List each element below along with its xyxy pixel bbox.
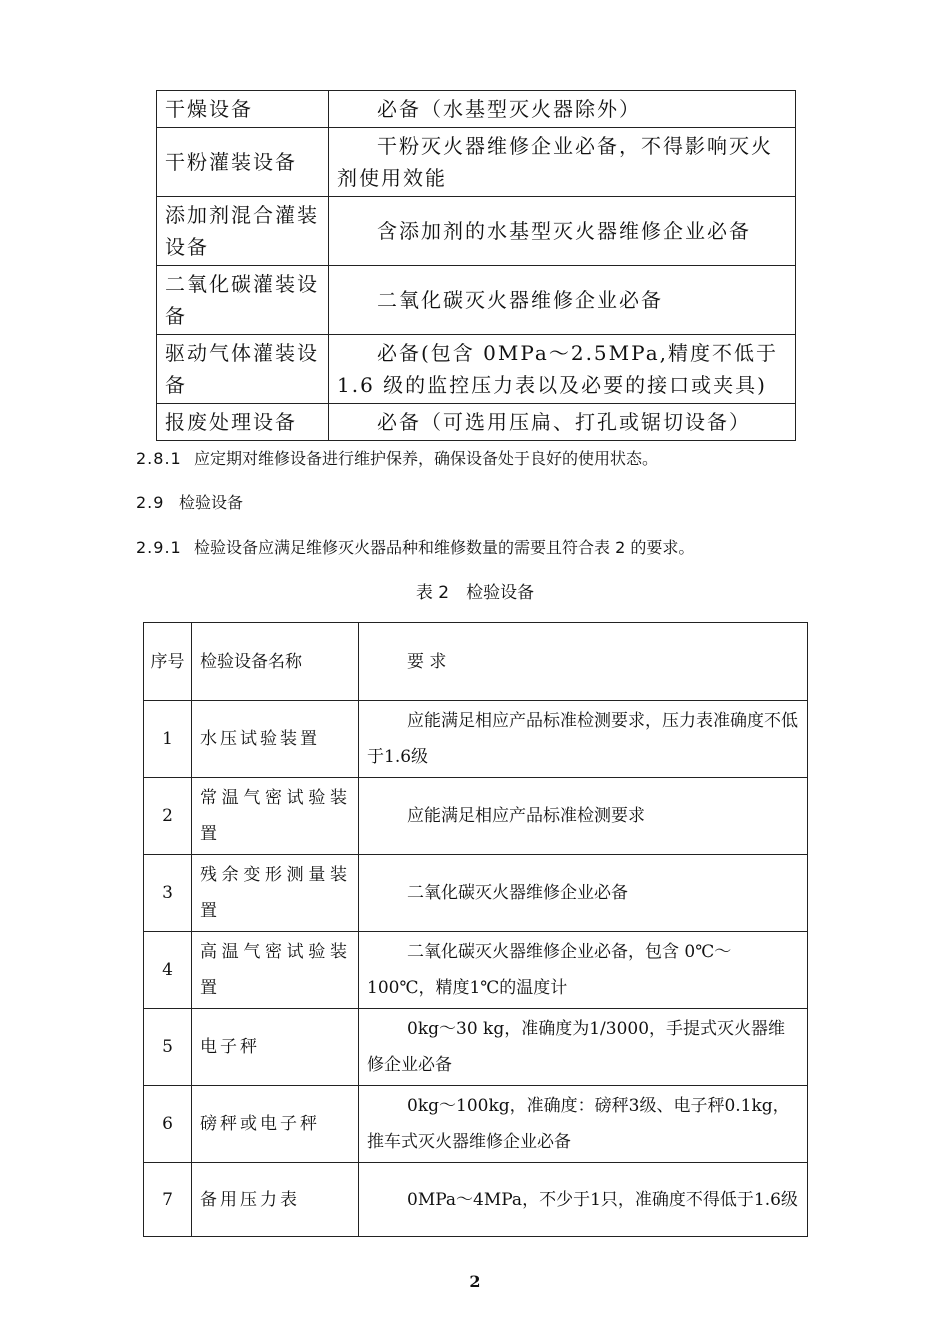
row-number: 4 [144, 932, 192, 1009]
equipment-requirement: 必备（可选用压扁、打孔或锯切设备） [329, 404, 796, 441]
row-number: 5 [144, 1009, 192, 1086]
equipment-requirement: 干粉灭火器维修企业必备，不得影响灭火剂使用效能 [329, 128, 796, 197]
section-number: 2.9.1 [136, 538, 182, 557]
table-row [157, 128, 796, 197]
table-caption: 表 2 检验设备 [415, 583, 535, 603]
equipment-name: 磅秤或电子秤 [192, 1086, 359, 1163]
row-number: 6 [144, 1086, 192, 1163]
equipment-requirement: 0kg～100kg，准确度：磅秤3级、电子秤0.1kg，推车式灭火器维修企业必备 [359, 1086, 808, 1163]
row-number: 3 [144, 855, 192, 932]
section-heading-2-9 [136, 490, 243, 513]
inspection-equipment-table [143, 622, 808, 1237]
paragraph-text: 应定期对维修设备进行维护保养，确保设备处于良好的使用状态。 [194, 449, 659, 468]
equipment-requirement: 应能满足相应产品标准检测要求 [359, 778, 808, 855]
table-row [144, 701, 808, 778]
row-number: 1 [144, 701, 192, 778]
equipment-name: 二氧化碳灌装设备 [157, 266, 329, 335]
table-row [144, 932, 808, 1009]
equipment-requirement: 必备(包含 0MPa～2.5MPa,精度不低于 1.6 级的监控压力表以及必要的接口或夹具) [329, 335, 796, 404]
table-header-row [144, 623, 808, 701]
equipment-name: 残余变形测量装置 [192, 855, 359, 932]
equipment-name: 高温气密试验装置 [192, 932, 359, 1009]
section-number: 2.9 [136, 493, 165, 512]
header-requirement: 要 求 [359, 623, 808, 701]
table-row [157, 91, 796, 128]
equipment-name: 干燥设备 [157, 91, 329, 128]
table-row [157, 266, 796, 335]
equipment-requirement: 二氧化碳灭火器维修企业必备 [359, 855, 808, 932]
equipment-requirement: 二氧化碳灭火器维修企业必备 [329, 266, 796, 335]
table-row [144, 1163, 808, 1237]
equipment-table [156, 90, 796, 441]
equipment-requirement: 应能满足相应产品标准检测要求，压力表准确度不低于1.6级 [359, 701, 808, 778]
table-row [157, 197, 796, 266]
table-row [144, 1009, 808, 1086]
header-name: 检验设备名称 [192, 623, 359, 701]
equipment-name: 干粉灌装设备 [157, 128, 329, 197]
header-no: 序号 [144, 623, 192, 701]
section-number: 2.8.1 [136, 449, 182, 468]
paragraph-2-8-1 [136, 446, 658, 469]
equipment-requirement: 含添加剂的水基型灭火器维修企业必备 [329, 197, 796, 266]
paragraph-2-9-1 [136, 535, 694, 558]
row-number: 2 [144, 778, 192, 855]
page-number: 2 [469, 1272, 481, 1291]
table-row [144, 1086, 808, 1163]
table-row [144, 855, 808, 932]
equipment-name: 电子秤 [192, 1009, 359, 1086]
equipment-name: 驱动气体灌装设备 [157, 335, 329, 404]
equipment-name: 报废处理设备 [157, 404, 329, 441]
table-row [157, 404, 796, 441]
equipment-requirement: 必备（水基型灭火器除外） [329, 91, 796, 128]
equipment-name: 常温气密试验装置 [192, 778, 359, 855]
equipment-requirement: 0kg～30 kg，准确度为1/3000，手提式灭火器维修企业必备 [359, 1009, 808, 1086]
table-row [144, 778, 808, 855]
equipment-requirement: 0MPa～4MPa，不少于1只，准确度不得低于1.6级 [359, 1163, 808, 1237]
equipment-name: 添加剂混合灌装设备 [157, 197, 329, 266]
equipment-name: 备用压力表 [192, 1163, 359, 1237]
paragraph-text: 检验设备应满足维修灭火器品种和维修数量的需要且符合表 2 的要求。 [194, 538, 695, 557]
table-row [157, 335, 796, 404]
equipment-name: 水压试验装置 [192, 701, 359, 778]
section-title: 检验设备 [179, 493, 244, 512]
equipment-requirement: 二氧化碳灭火器维修企业必备，包含 0℃～100℃，精度1℃的温度计 [359, 932, 808, 1009]
row-number: 7 [144, 1163, 192, 1237]
